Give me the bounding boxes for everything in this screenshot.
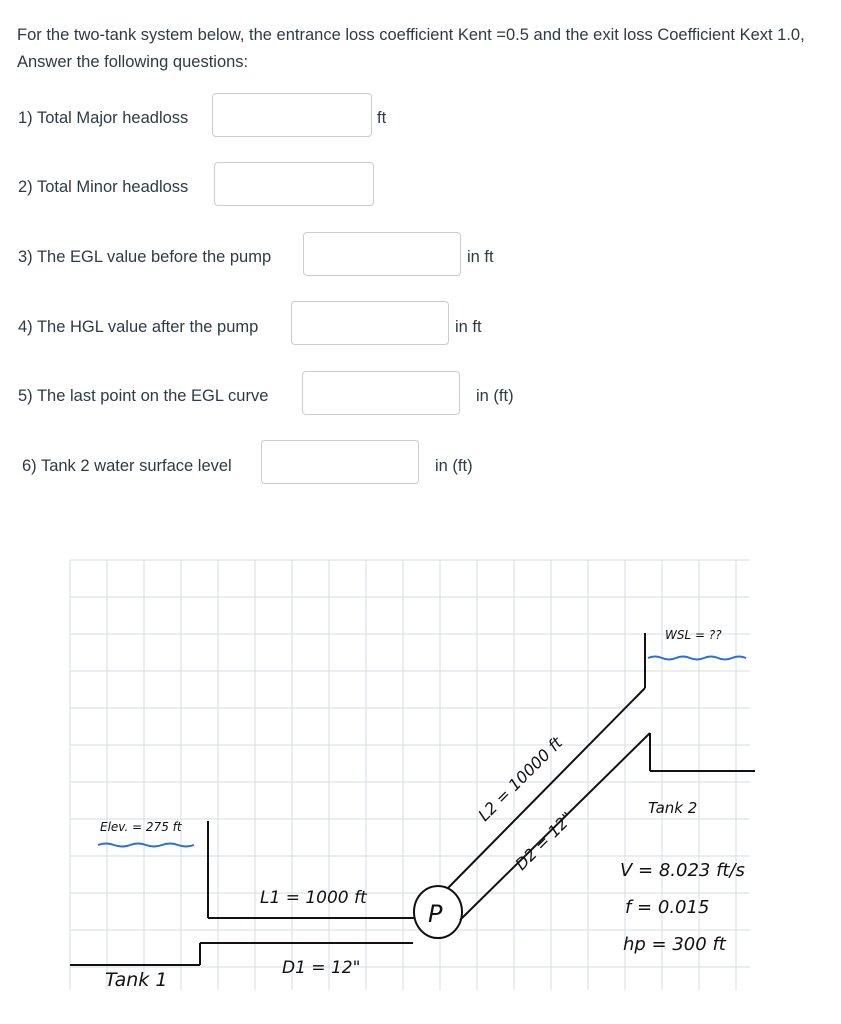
question-5-unit: in (ft) — [476, 387, 514, 405]
answer-input-2[interactable] — [214, 162, 374, 206]
question-4-unit: in ft — [455, 318, 482, 336]
pipe-2-length-label: L2 = 10000 ft — [474, 733, 567, 825]
question-4-label: 4) The HGL value after the pump — [18, 318, 259, 336]
question-1-unit: ft — [377, 109, 387, 127]
pipe-1-diameter-label: D1 = 12" — [282, 958, 361, 978]
pipe-1-length-label: L1 = 1000 ft — [260, 888, 367, 908]
grid-paper — [70, 560, 750, 990]
suction-pipe — [70, 943, 413, 965]
question-6-unit: in (ft) — [435, 457, 473, 475]
question-5-label: 5) The last point on the EGL curve — [18, 387, 269, 405]
pipe-2-diameter-label: D2 = 12" — [511, 808, 578, 874]
problem-statement: For the two-tank system below, the entrance loss coefficient Kent =0.5 and the exit loss Coefficient Kext 1.0, Answer the following questions: — [17, 26, 805, 71]
answer-input-3[interactable] — [303, 232, 461, 276]
tank-2-label: Tank 2 — [648, 799, 698, 817]
discharge-pipe — [448, 688, 650, 920]
tank-1-elevation-label: Elev. = 275 ft — [100, 820, 182, 834]
friction-factor-label: f = 0.015 — [625, 897, 710, 918]
tank-1-water-surface — [98, 844, 194, 847]
tank-2-wsl-label: WSL = ?? — [665, 628, 722, 642]
tank-2-water-surface — [648, 657, 746, 660]
question-3-label: 3) The EGL value before the pump — [18, 248, 272, 266]
question-3-unit: in ft — [467, 248, 494, 266]
answer-input-5[interactable] — [302, 371, 460, 415]
answer-input-1[interactable] — [212, 93, 372, 137]
tank-1-label: Tank 1 — [105, 969, 168, 991]
question-2-label: 2) Total Minor headloss — [18, 178, 189, 196]
answer-input-4[interactable] — [291, 301, 449, 345]
velocity-label: V = 8.023 ft/s — [620, 860, 745, 881]
pump-head-label: hp = 300 ft — [623, 934, 726, 955]
answer-input-6[interactable] — [261, 440, 419, 484]
question-1-label: 1) Total Major headloss — [18, 109, 189, 127]
question-6-label: 6) Tank 2 water surface level — [22, 457, 232, 475]
pump-label: P — [428, 900, 443, 928]
two-tank-system-diagram — [60, 538, 760, 998]
